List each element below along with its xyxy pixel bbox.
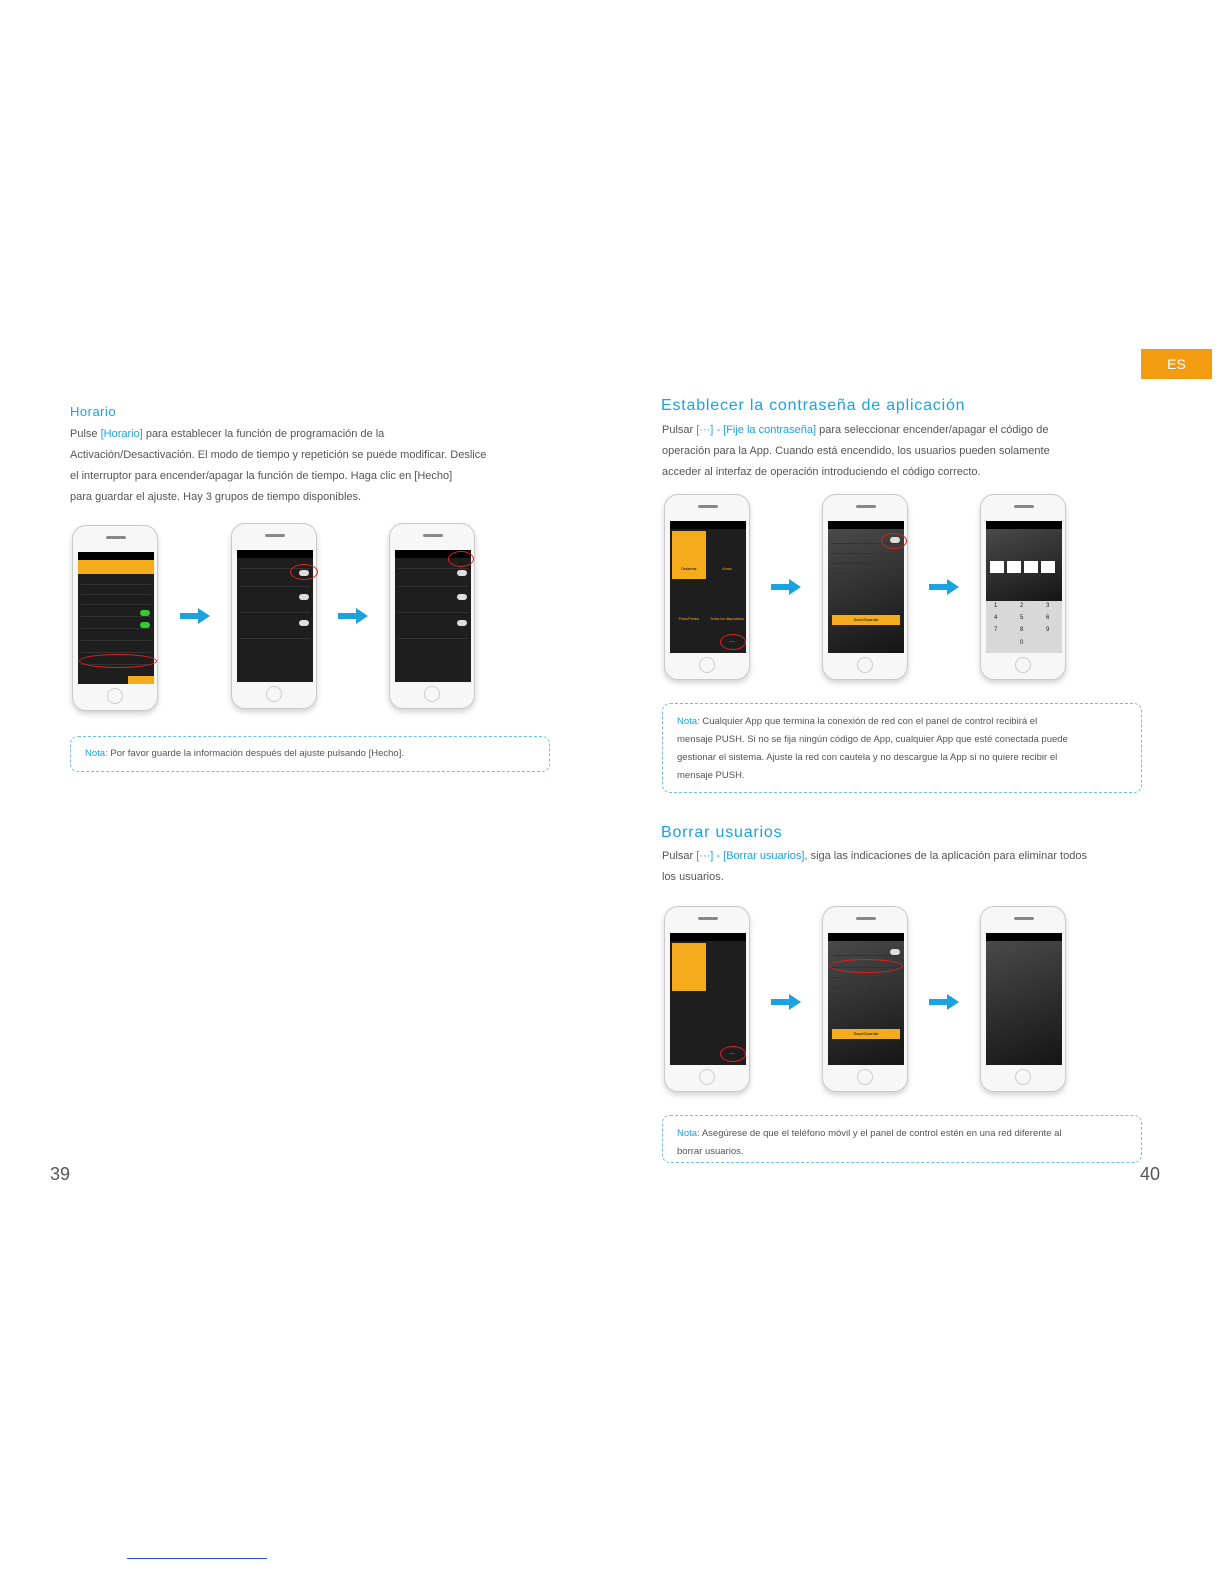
note-text: Por favor guarde la información después del ajuste pulsando [Hecho]. — [107, 748, 404, 759]
delete-users-link[interactable]: [Borrar usuarios] — [723, 850, 805, 862]
arrow-right-icon — [929, 994, 959, 1010]
para-line: Activación/Desactivación. El modo de tiempo y repetición se puede modificar. Deslice — [70, 449, 487, 461]
highlight-ring — [881, 533, 907, 549]
key: 8 — [1020, 627, 1024, 633]
note-line: mensaje PUSH. — [677, 770, 745, 781]
note-line: borrar usuarios. — [677, 1146, 744, 1157]
page-number-right: 40 — [1140, 1164, 1161, 1184]
phone-settings — [822, 494, 908, 680]
highlight-ring — [79, 654, 157, 668]
arrow-right-icon — [771, 994, 801, 1010]
phone-schedule-edit — [231, 523, 317, 709]
note-label: Nota: — [677, 1128, 700, 1139]
password-paragraph — [662, 420, 1152, 483]
more-link[interactable]: [···] — [696, 850, 714, 862]
key: 7 — [994, 627, 998, 633]
para-text: Pulsar — [662, 850, 697, 862]
tile-label-desarmar: Desarmar — [681, 567, 697, 571]
para-line: acceder al interfaz de operación introduciendo el código correcto. — [662, 466, 981, 478]
phone-home-2 — [664, 906, 750, 1092]
para-line: para guardar el ajuste. Hay 3 grupos de tiempo disponibles. — [70, 491, 362, 503]
key: 4 — [994, 615, 998, 621]
key: 2 — [1020, 603, 1024, 609]
key: 0 — [1020, 640, 1024, 646]
arrow-right-icon — [338, 608, 368, 624]
note-text: Cualquier App que termina la conexión de red con el panel de control recibirá el — [699, 716, 1038, 727]
phone-schedule-list — [72, 525, 158, 711]
save-button-mock: Save/Guardar — [832, 1029, 900, 1039]
key: 9 — [1046, 627, 1050, 633]
para-text: Pulsar — [662, 424, 697, 436]
key: 1 — [994, 603, 998, 609]
para-line: los usuarios. — [662, 871, 724, 883]
highlight-ring — [720, 1046, 746, 1062]
highlight-ring — [829, 959, 903, 973]
key: 6 — [1046, 615, 1050, 621]
delete-users-heading: Borrar usuarios — [661, 824, 783, 841]
para-text: Pulse — [70, 428, 101, 440]
para-line: operación para la App. Cuando está encendido, los usuarios pueden solamente — [662, 445, 1050, 457]
more-link[interactable]: [···] — [696, 424, 714, 436]
key: 5 — [1020, 615, 1024, 621]
note-text: Asegúrese de que el teléfono móvil y el panel de control estén en una red diferente al — [699, 1128, 1062, 1139]
phone-home — [664, 494, 750, 680]
highlight-ring — [290, 564, 318, 580]
tile-label-armar: Armar — [722, 567, 732, 571]
horario-paragraph — [70, 424, 570, 508]
password-heading: Establecer la contraseña de aplicación — [661, 397, 966, 414]
note-label: Nota: — [85, 748, 108, 759]
note-label: Nota: — [677, 716, 700, 727]
note-line: gestionar el sistema. Ajuste la red con cautela y no descargue la App si no quiere recibir el — [677, 752, 1058, 763]
arrow-right-icon — [771, 579, 801, 595]
horario-note — [70, 736, 550, 772]
delete-users-note — [662, 1115, 1142, 1163]
arrow-right-icon — [180, 608, 210, 624]
phone-confirm — [980, 906, 1066, 1092]
tile-label-todos: Todos los dispositivos — [710, 617, 744, 621]
para-text: , siga las indicaciones de la aplicación para eliminar todos — [804, 850, 1087, 862]
more-button[interactable]: ··· — [729, 639, 735, 645]
dash: - — [713, 850, 724, 862]
tile-label-panico: Panic/Pánico — [678, 617, 700, 621]
key: 3 — [1046, 603, 1050, 609]
keypad — [986, 601, 1062, 653]
horario-heading: Horario — [70, 404, 117, 419]
password-note — [662, 703, 1142, 793]
para-line: el interruptor para encender/apagar la función de tiempo. Haga clic en [Hecho] — [70, 470, 453, 482]
note-line: mensaje PUSH. Si no se fija ningún código de App, cualquier App que esté conectada puede — [677, 734, 1068, 745]
para-text: para establecer la función de programación de la — [142, 428, 385, 440]
more-button[interactable]: ··· — [729, 1051, 735, 1057]
highlight-ring — [720, 634, 746, 650]
horario-link[interactable]: [Horario] — [100, 428, 143, 440]
arrow-right-icon — [929, 579, 959, 595]
highlight-ring — [448, 551, 474, 567]
phone-passcode — [980, 494, 1066, 680]
dash: - — [713, 424, 724, 436]
para-text: para seleccionar encender/apagar el código de — [816, 424, 1049, 436]
set-password-link[interactable]: [Fije la contraseña] — [723, 424, 817, 436]
footer-link-underline — [127, 1558, 267, 1559]
phone-schedule-done — [389, 523, 475, 709]
page-number-left: 39 — [50, 1164, 71, 1184]
phone-settings-2 — [822, 906, 908, 1092]
delete-users-paragraph — [662, 846, 1152, 888]
save-button-mock: Save/Guardar — [832, 615, 900, 625]
language-tab: ES — [1141, 349, 1212, 379]
